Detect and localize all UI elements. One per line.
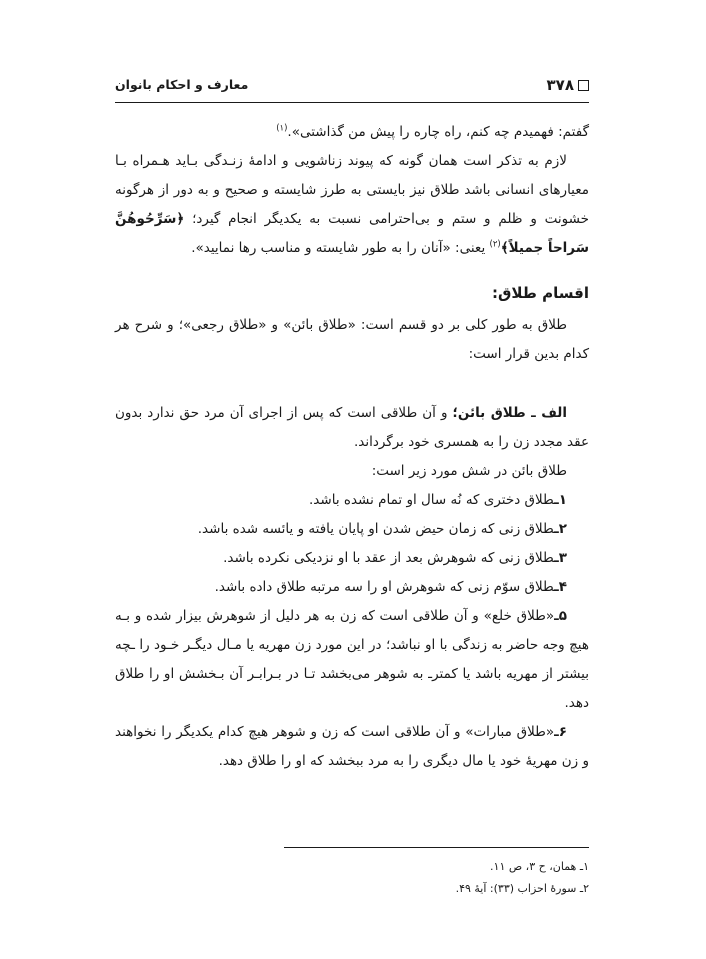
paragraph-1 xyxy=(115,118,589,147)
page-body xyxy=(115,118,589,776)
footnote-divider xyxy=(284,847,589,848)
footnote-1: ۱ـ همان، ح ۳، ص ۱۱. xyxy=(490,860,589,873)
footnote-ref-2: (۲) xyxy=(489,239,501,250)
list-item-4-text: طلاق سوّم زنی که شوهرش او را سه مرتبه طلاق داده باشد. xyxy=(214,579,555,595)
header-divider xyxy=(115,102,589,103)
list-item-5 xyxy=(115,602,589,718)
running-title: معارف و احکام بانوان xyxy=(115,77,249,92)
paragraph-3: طلاق به طور کلی بر دو قسم است: «طلاق بائن» و «طلاق رجعی»؛ و شرح هر کدام بدین قرار است: xyxy=(115,317,589,362)
paragraph-2-text-b: یعنی: «آنان را به طور شایسته و مناسب رها نمایید». xyxy=(191,240,490,256)
paragraph-2 xyxy=(115,147,589,263)
list-item-4 xyxy=(115,573,589,602)
paragraph-4-heading: الف ـ طلاق بائن؛ xyxy=(452,405,567,421)
list-item-5-text: «طلاق خلع» و آن طلاقی است که زن به هر دلیل از شوهرش بیزار شده و بـه هیچ وجه حاضر به زندگی با او نباشد؛ در این مورد زن مهریه یا مـال دیگـر خـود را ـچه بیشتر از مهریه باشد یا کمترـ به شوهر می‌بخشد تـا در بـرابـر آن بـخشش او را طلاق دهد. xyxy=(115,608,589,711)
footnote-2: ۲ـ سورهٔ احزاب (۳۳): آیهٔ ۴۹. xyxy=(455,882,589,895)
page-header xyxy=(115,76,589,98)
paragraph-2-text-a: لازم به تذکر است همان گونه که پیوند زناشویی و ادامهٔ زنـدگی بـاید هـمراه بـا معیارهای انسانی باشد طلاق نیز بایستی به طرز شایسته و صحیح و به دور از هرگونه خشونت و ظلم و ستم و بی‌احترامی نسبت به یکدیگر انجام گیرد؛ xyxy=(115,153,589,227)
quran-verse: ﴿سَرِّحُوهُنَّ سَراحاً جمیلاً﴾ xyxy=(115,211,589,256)
footnotes xyxy=(115,856,589,900)
list-item-1-number: ۱ـ xyxy=(554,492,567,508)
list-item-2-number: ۲ـ xyxy=(554,521,567,537)
list-item-4-number: ۴ـ xyxy=(554,579,567,595)
list-item-3-number: ۳ـ xyxy=(554,550,567,566)
list-item-1 xyxy=(115,486,589,515)
list-item-3-text: طلاق زنی که شوهرش بعد از عقد با او نزدیکی نکرده باشد. xyxy=(223,550,555,566)
list-item-6-number: ۶ـ xyxy=(554,724,567,740)
paragraph-4-text: و آن طلاقی است که پس از اجرای آن مرد حق ندارد بدون عقد مجدد زن را به همسری خود برگرداند. xyxy=(115,405,589,450)
list-item-1-text: طلاق دختری که نُه سال او تمام نشده باشد. xyxy=(309,492,555,508)
section-title: اقسام طلاق: xyxy=(491,284,589,302)
paragraph-4 xyxy=(115,399,589,457)
paragraph-1-text: گفتم: فهمیدم چه کنم، راه چاره را پیش من گذاشتی». xyxy=(287,124,589,140)
list-item-2-text: طلاق زنی که زمان حیض شدن او پایان یافته و یائسه شده باشد. xyxy=(197,521,555,537)
page-number-text: ۳۷۸ xyxy=(546,76,574,94)
footnote-ref-1: (۱) xyxy=(276,123,288,134)
page-number xyxy=(547,76,589,94)
list-item-6 xyxy=(115,718,589,776)
list-item-6-text: «طلاق مبارات» و آن طلاقی است که زن و شوهر هیچ کدام یکدیگر را نخواهند و زن مهریهٔ خود یا مال دیگری را به مرد ببخشد که او را طلاق دهد. xyxy=(115,724,589,769)
list-item-3 xyxy=(115,544,589,573)
page-number-box-icon xyxy=(578,80,589,91)
paragraph-5: طلاق بائن در شش مورد زیر است: xyxy=(371,463,567,479)
spacer xyxy=(115,369,589,399)
list-item-2 xyxy=(115,515,589,544)
list-item-5-number: ۵ـ xyxy=(554,608,567,624)
